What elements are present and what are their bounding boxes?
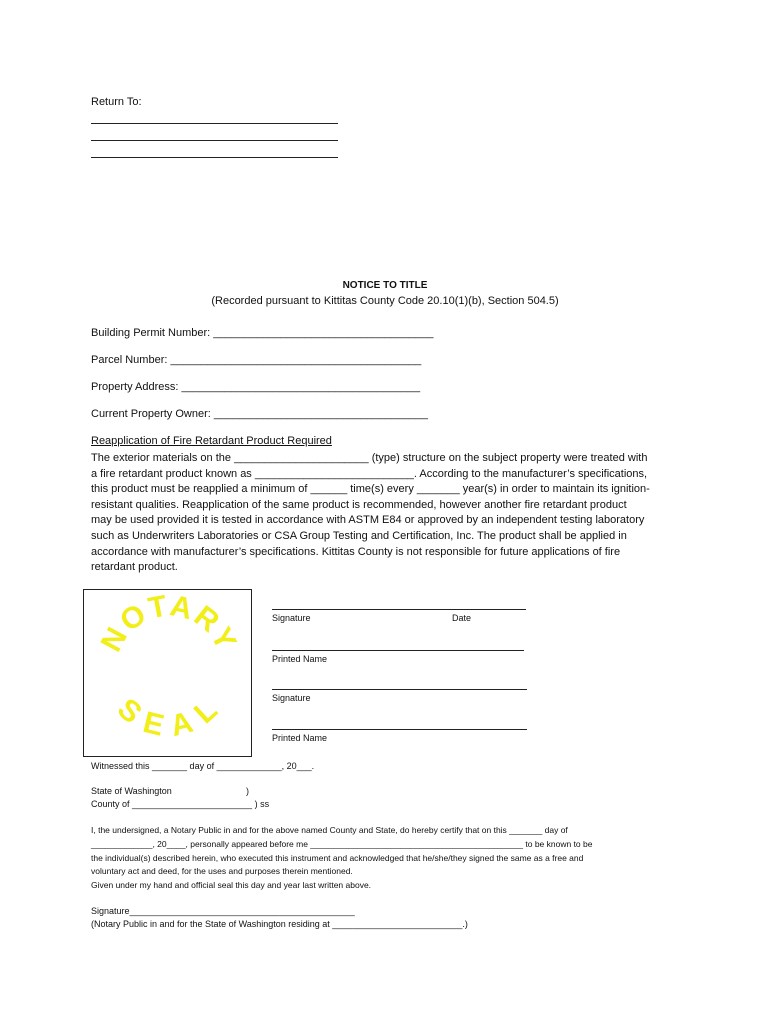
- notary-seal-box: [83, 589, 252, 757]
- reapplication-line: such as Underwriters Laboratories or CSA Group Testing and Certification, Inc. The product shall be applied in: [91, 529, 627, 542]
- seal-bottom-text: SEAL: [111, 691, 226, 743]
- certification-paragraph: [91, 824, 680, 893]
- reapplication-line: The exterior materials on the ______________________ (type) structure on the subject property were treated with: [91, 452, 648, 464]
- venue-paren: ): [246, 786, 249, 796]
- seal-top-text: NOTARY: [94, 590, 244, 658]
- venue-county[interactable]: County of ________________________ ) ss: [91, 799, 270, 809]
- certification-line: Given under my hand and official seal this day and year last written above.: [91, 880, 372, 891]
- certification-line: voluntary act and deed, for the uses and purposes therein mentioned.: [91, 866, 353, 877]
- reapplication-line: resistant qualities. Reapplication of the same product is recommended, however another fire retardant product: [91, 498, 627, 511]
- document-subtitle: (Recorded pursuant to Kittitas County Code 20.10(1)(b), Section 504.5): [211, 295, 559, 307]
- reapplication-line: retardant product.: [91, 561, 178, 574]
- reapplication-paragraph: [91, 451, 680, 576]
- signature-label-1: Signature: [272, 613, 311, 623]
- property-owner-field[interactable]: Current Property Owner: ___________________________________: [91, 408, 428, 420]
- venue-state: State of Washington: [91, 786, 172, 796]
- seal-bottom-word: [111, 692, 225, 743]
- reapplication-heading: Reapplication of Fire Retardant Product Required: [91, 435, 332, 447]
- building-permit-field[interactable]: Building Permit Number: ____________________________________: [91, 327, 434, 339]
- signature-line-2[interactable]: [272, 689, 527, 690]
- parcel-number-field[interactable]: Parcel Number: _________________________________________: [91, 354, 422, 366]
- printed-name-line-2[interactable]: [272, 729, 527, 730]
- property-address-field[interactable]: Property Address: _______________________________________: [91, 381, 421, 393]
- reapplication-line: this product must be reapplied a minimum of ______ time(s) every _______ year(s) in order to maintain its ignition-: [91, 483, 650, 496]
- certification-line: the individual(s) described herein, who executed this instrument and acknowledged that he/she/they signed the same as a free and: [91, 852, 584, 863]
- signature-line-1[interactable]: [272, 609, 526, 610]
- printed-name-line-1[interactable]: [272, 650, 524, 651]
- reapplication-line: accordance with manufacturer’s specifications. Kittitas County is not responsible for future applications of fire: [91, 545, 621, 558]
- notary-signature-line[interactable]: Signature_____________________________________________: [91, 906, 355, 916]
- signature-label-2: Signature: [272, 693, 311, 703]
- return-to-line-3[interactable]: [91, 157, 338, 158]
- seal-top-word: [95, 590, 244, 657]
- reapplication-line: a fire retardant product known as __________________________. According to the manufacturer’s specifications,: [91, 467, 648, 480]
- return-to-label: Return To:: [91, 96, 142, 108]
- return-to-line-2[interactable]: [91, 140, 338, 141]
- witnessed-line[interactable]: Witnessed this _______ day of _____________, 20___.: [91, 761, 315, 771]
- certification-line: I, the undersigned, a Notary Public in and for the above named County and State, do hereby certify that on this _______ day of: [91, 825, 568, 835]
- certification-line: _____________, 20____, personally appeared before me _____________________________________________ to be known to be: [91, 838, 593, 849]
- printed-name-label-1: Printed Name: [272, 654, 328, 664]
- notary-seal-graphic: [84, 590, 251, 756]
- date-label: Date: [452, 613, 472, 623]
- return-to-line-1[interactable]: [91, 123, 338, 124]
- document-title: NOTICE TO TITLE: [342, 280, 428, 291]
- notary-residing-line[interactable]: (Notary Public in and for the State of Washington residing at __________________________.): [91, 919, 468, 929]
- printed-name-label-2: Printed Name: [272, 733, 328, 743]
- reapplication-line: may be used provided it is tested in accordance with ASTM E84 or approved by an independent testing laboratory: [91, 514, 645, 527]
